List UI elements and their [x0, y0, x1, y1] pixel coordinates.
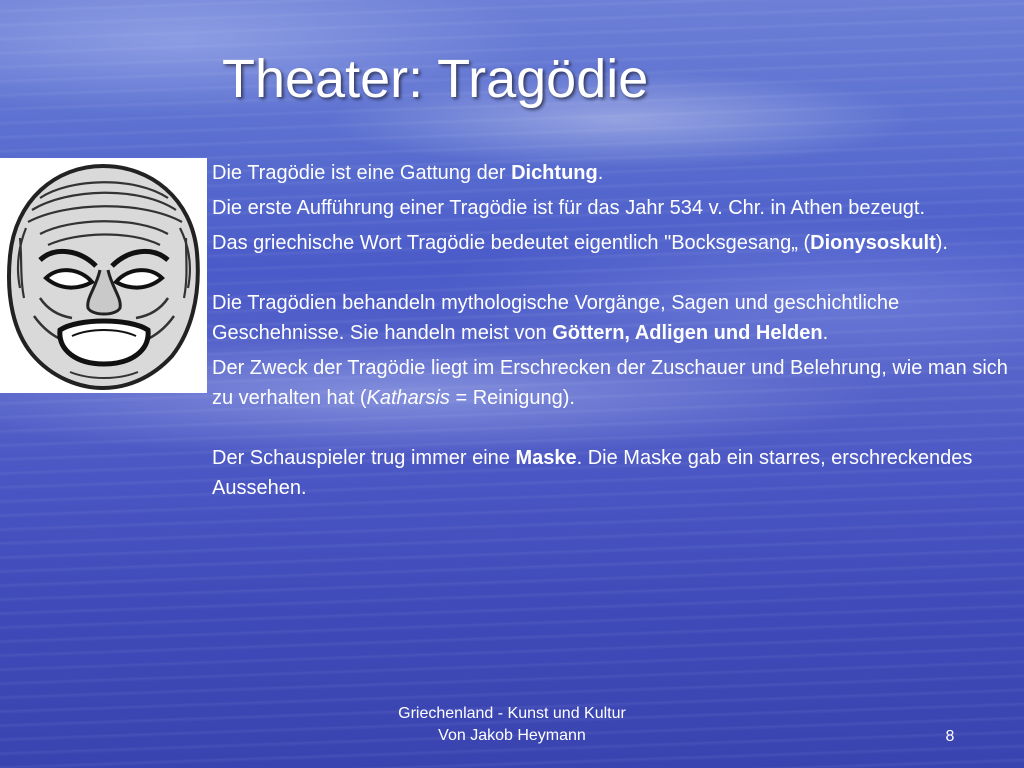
- slide-body: [212, 158, 1012, 503]
- tragedy-mask-icon: [0, 158, 207, 393]
- bold-text-segment: Göttern, Adligen und Helden: [552, 322, 823, 344]
- text-segment: Der Schauspieler trug immer eine: [212, 447, 516, 469]
- text-segment: ).: [935, 232, 948, 254]
- bold-text-segment: Maske: [515, 447, 577, 469]
- footer-line-author: Von Jakob Heymann: [438, 727, 586, 744]
- paragraph: [212, 228, 1012, 258]
- paragraph: [212, 353, 1012, 413]
- text-segment: Das griechische Wort Tragödie bedeutet eigentlich "Bocksgesang„ (: [212, 232, 811, 254]
- bold-text-segment: Dionysoskult: [810, 232, 936, 254]
- paragraph: [212, 288, 1012, 348]
- slide-title: Theater: Tragödie: [222, 49, 649, 109]
- text-segment: Die Tragödien behandeln mythologische Vorgänge, Sagen und geschichtliche Geschehnisse. Sie handeln meist von: [212, 292, 900, 344]
- text-segment: Die Tragödie ist eine Gattung der: [212, 162, 512, 184]
- text-segment: . Die Maske gab ein starres, erschreckendes Aussehen.: [212, 447, 973, 499]
- footer: [312, 703, 712, 747]
- text-segment: Der Zweck der Tragödie liegt im Erschrecken der Zuschauer und Belehrung, wie man sich zu verhalten hat (: [212, 357, 1008, 409]
- text-segment: Die erste Aufführung einer Tragödie ist für das Jahr 534 v. Chr. in Athen bezeugt.: [212, 197, 926, 219]
- text-segment: .: [597, 162, 604, 184]
- paragraph: [212, 158, 1012, 188]
- mask-image: [0, 158, 207, 393]
- paragraph: [212, 193, 1012, 223]
- italic-text-segment: Katharsis: [366, 387, 450, 409]
- page-number: 8: [945, 728, 955, 745]
- paragraph: [212, 443, 1012, 503]
- bold-text-segment: Dichtung: [511, 162, 598, 184]
- footer-line-title: Griechenland - Kunst und Kultur: [398, 705, 626, 722]
- text-segment: .: [822, 322, 829, 344]
- text-segment: = Reinigung).: [449, 387, 575, 409]
